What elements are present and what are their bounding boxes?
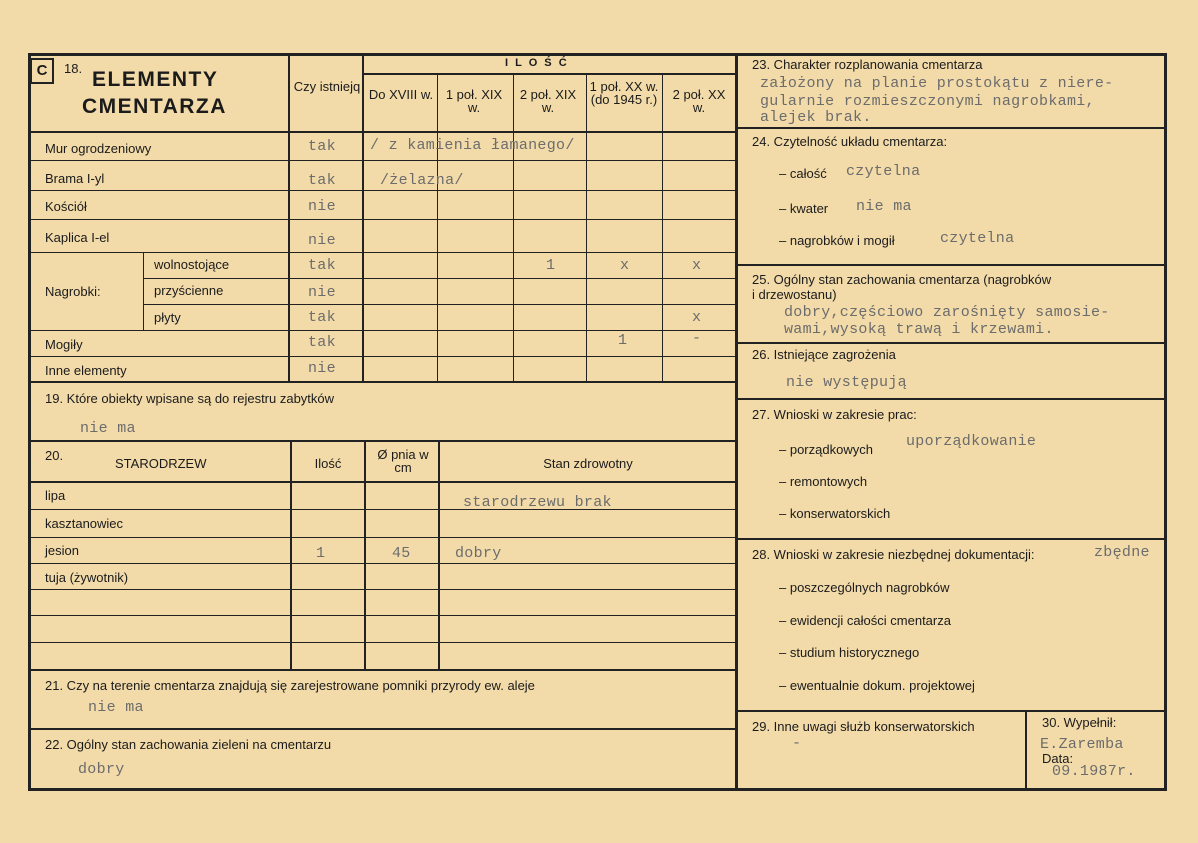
v-line-tree-pnia bbox=[438, 441, 440, 671]
q20-title: STARODRZEW bbox=[115, 456, 207, 471]
czy-value: tak bbox=[308, 172, 336, 189]
q20-bottom bbox=[30, 669, 737, 671]
q23-label: 23. Charakter rozplanowania cmentarza bbox=[752, 57, 983, 72]
q24-item-label: – całość bbox=[779, 166, 827, 181]
section-letter-box bbox=[30, 58, 54, 84]
q30-name: E.Zaremba bbox=[1040, 736, 1124, 753]
czy-value: nie bbox=[308, 360, 336, 377]
q25-label-2: i drzewostanu) bbox=[752, 287, 837, 302]
q25-bottom bbox=[737, 342, 1166, 344]
row-label: Mogiły bbox=[45, 337, 83, 352]
q27-item-value: uporządkowanie bbox=[906, 433, 1037, 450]
q29-label: 29. Inne uwagi służb konserwatorskich bbox=[752, 719, 975, 734]
section-18-bottom bbox=[30, 381, 737, 383]
tree-header-line bbox=[30, 481, 737, 483]
q24-item-label: – nagrobków i mogił bbox=[779, 233, 895, 248]
row-label: Inne elementy bbox=[45, 363, 127, 378]
v-line-p4 bbox=[662, 75, 663, 382]
q23-bottom bbox=[737, 127, 1166, 129]
q24-item-label: – kwater bbox=[779, 201, 829, 216]
period-header-4: 1 poł. XX w. (do 1945 r.) bbox=[589, 79, 659, 107]
row-line bbox=[30, 190, 735, 191]
row-label: Kaplica I-el bbox=[45, 230, 110, 245]
row-line bbox=[30, 615, 735, 616]
czy-value: tak bbox=[308, 309, 336, 326]
period-header-1: Do XVIII w. bbox=[368, 87, 434, 102]
q30-date-label: Data: bbox=[1042, 751, 1074, 766]
tree-pnia: 45 bbox=[392, 545, 411, 562]
q22-value: dobry bbox=[78, 761, 125, 778]
row-line bbox=[30, 160, 735, 161]
q28-item: – poszczególnych nagrobków bbox=[779, 580, 950, 595]
tree-name: tuja (żywotnik) bbox=[45, 570, 129, 585]
section-letter: C bbox=[36, 62, 48, 79]
row-label: Kościół bbox=[45, 199, 87, 214]
tree-stan: starodrzewu brak bbox=[463, 494, 612, 511]
q27-label: 27. Wnioski w zakresie prac: bbox=[752, 407, 917, 422]
section-title-line1: ELEMENTY bbox=[92, 68, 219, 91]
frame-bottom bbox=[28, 788, 1167, 791]
row-label: wolnostojące bbox=[154, 257, 230, 272]
period-value: x bbox=[692, 257, 702, 274]
ilosc-header: I L O Ś Ć bbox=[505, 57, 569, 69]
q27-item-label: – remontowych bbox=[779, 474, 868, 489]
row-line bbox=[30, 509, 735, 510]
ilosc-under-line bbox=[362, 73, 737, 75]
q26-value: nie występują bbox=[786, 374, 907, 391]
q25-line: wami,wysoką trawą i krzewami. bbox=[784, 321, 1054, 338]
q21-bottom bbox=[30, 728, 737, 730]
row-line bbox=[30, 589, 735, 590]
period-value: 1 bbox=[618, 332, 628, 349]
period-header-5: 2 poł. XX w. bbox=[672, 87, 726, 115]
row-line bbox=[30, 330, 735, 331]
q20-col-ilosc: Ilość bbox=[314, 456, 342, 471]
q19-bottom bbox=[30, 440, 737, 442]
q27-bottom bbox=[737, 538, 1166, 540]
q21-value: nie ma bbox=[88, 699, 144, 716]
period-header-3: 2 poł. XIX w. bbox=[519, 87, 577, 115]
q19-value: nie ma bbox=[80, 420, 136, 437]
q24-item-value: czytelna bbox=[940, 230, 1015, 247]
q30-label: 30. Wypełnił: bbox=[1042, 715, 1117, 730]
q27-item-label: – porządkowych bbox=[779, 442, 873, 457]
column-divider bbox=[735, 53, 738, 791]
q29-value: - bbox=[792, 735, 802, 752]
row-line bbox=[143, 304, 735, 305]
period-value: x bbox=[620, 257, 630, 274]
q26-label: 26. Istniejące zagrożenia bbox=[752, 347, 896, 362]
row-line bbox=[30, 252, 735, 253]
q27-item-label: – konserwatorskich bbox=[779, 506, 891, 521]
czy-value: nie bbox=[308, 232, 336, 249]
czy-value: tak bbox=[308, 257, 336, 274]
q24-bottom bbox=[737, 264, 1166, 266]
q30-date: 09.1987r. bbox=[1052, 763, 1136, 780]
q25-label: 25. Ogólny stan zachowania cmentarza (nagrobków bbox=[752, 272, 1052, 287]
q20-col-pnia: Ø pnia w cm bbox=[377, 447, 429, 475]
czy-value: tak bbox=[308, 334, 336, 351]
frame-top bbox=[28, 53, 1167, 56]
q28-item: – ewentualnie dokum. projektowej bbox=[779, 678, 975, 693]
czy-value: nie bbox=[308, 198, 336, 215]
row-label: Brama I-yl bbox=[45, 171, 105, 186]
v-line-p2 bbox=[513, 75, 514, 382]
q21-label: 21. Czy na terenie cmentarza znajdują się zarejestrowane pomniki przyrody ew. aleje bbox=[45, 678, 535, 693]
q25-line: dobry,częściowo zarośnięty samosie- bbox=[784, 304, 1110, 321]
q19-label: 19. Które obiekty wpisane są do rejestru zabytków bbox=[45, 391, 335, 406]
row-label: przyścienne bbox=[154, 283, 224, 298]
q28-item: – ewidencji całości cmentarza bbox=[779, 613, 951, 628]
q20-col-stan: Stan zdrowotny bbox=[543, 456, 633, 471]
frame-left bbox=[28, 53, 31, 791]
header-bottom-line bbox=[30, 131, 737, 133]
section-number: 18. bbox=[64, 61, 83, 76]
row-line bbox=[30, 356, 735, 357]
v-line-p3 bbox=[586, 75, 587, 382]
q26-bottom bbox=[737, 398, 1166, 400]
frame-right bbox=[1164, 53, 1167, 791]
row-line bbox=[30, 563, 735, 564]
v-line-p1 bbox=[437, 75, 438, 382]
q28-value: zbędne bbox=[1094, 544, 1150, 561]
q30-left-line bbox=[1025, 710, 1027, 789]
col-czy-header: Czy istniejq bbox=[293, 79, 361, 94]
q23-line: alejek brak. bbox=[760, 109, 872, 126]
q23-line: założony na planie prostokątu z niere- bbox=[760, 75, 1114, 92]
mur-note: / z kamienia łamanego/ bbox=[370, 137, 575, 154]
q28-label: 28. Wnioski w zakresie niezbędnej dokumentacji: bbox=[752, 547, 1035, 562]
nagrobki-label: Nagrobki: bbox=[45, 284, 101, 299]
row-line bbox=[30, 219, 735, 220]
q23-line: gularnie rozmieszczonymi nagrobkami, bbox=[760, 93, 1095, 110]
period-value: - bbox=[692, 330, 702, 347]
v-line-nagrobki bbox=[143, 253, 144, 330]
row-label: Mur ogrodzeniowy bbox=[45, 141, 152, 156]
brama-note: /żelazna/ bbox=[380, 172, 464, 189]
q24-label: 24. Czytelność układu cmentarza: bbox=[752, 134, 948, 149]
tree-name: kasztanowiec bbox=[45, 516, 124, 531]
v-line-tree-ilosc bbox=[364, 441, 366, 671]
row-line bbox=[30, 537, 735, 538]
czy-value: tak bbox=[308, 138, 336, 155]
row-label: płyty bbox=[154, 310, 181, 325]
period-value: x bbox=[692, 309, 702, 326]
tree-stan: dobry bbox=[455, 545, 502, 562]
period-header-2: 1 poł. XIX w. bbox=[445, 87, 503, 115]
q24-item-value: czytelna bbox=[846, 163, 921, 180]
section-title-line2: CMENTARZA bbox=[82, 95, 227, 118]
q28-item: – studium historycznego bbox=[779, 645, 920, 660]
row-line bbox=[30, 642, 735, 643]
tree-ilosc: 1 bbox=[316, 545, 326, 562]
q28-bottom bbox=[737, 710, 1166, 712]
v-line-tree-name bbox=[290, 441, 292, 671]
period-value: 1 bbox=[546, 257, 556, 274]
q20-number: 20. bbox=[45, 448, 64, 463]
row-line bbox=[143, 278, 735, 279]
q24-item-value: nie ma bbox=[856, 198, 912, 215]
czy-value: nie bbox=[308, 284, 336, 301]
q22-label: 22. Ogólny stan zachowania zieleni na cmentarzu bbox=[45, 737, 332, 752]
tree-name: jesion bbox=[45, 543, 79, 558]
tree-name: lipa bbox=[45, 488, 66, 503]
